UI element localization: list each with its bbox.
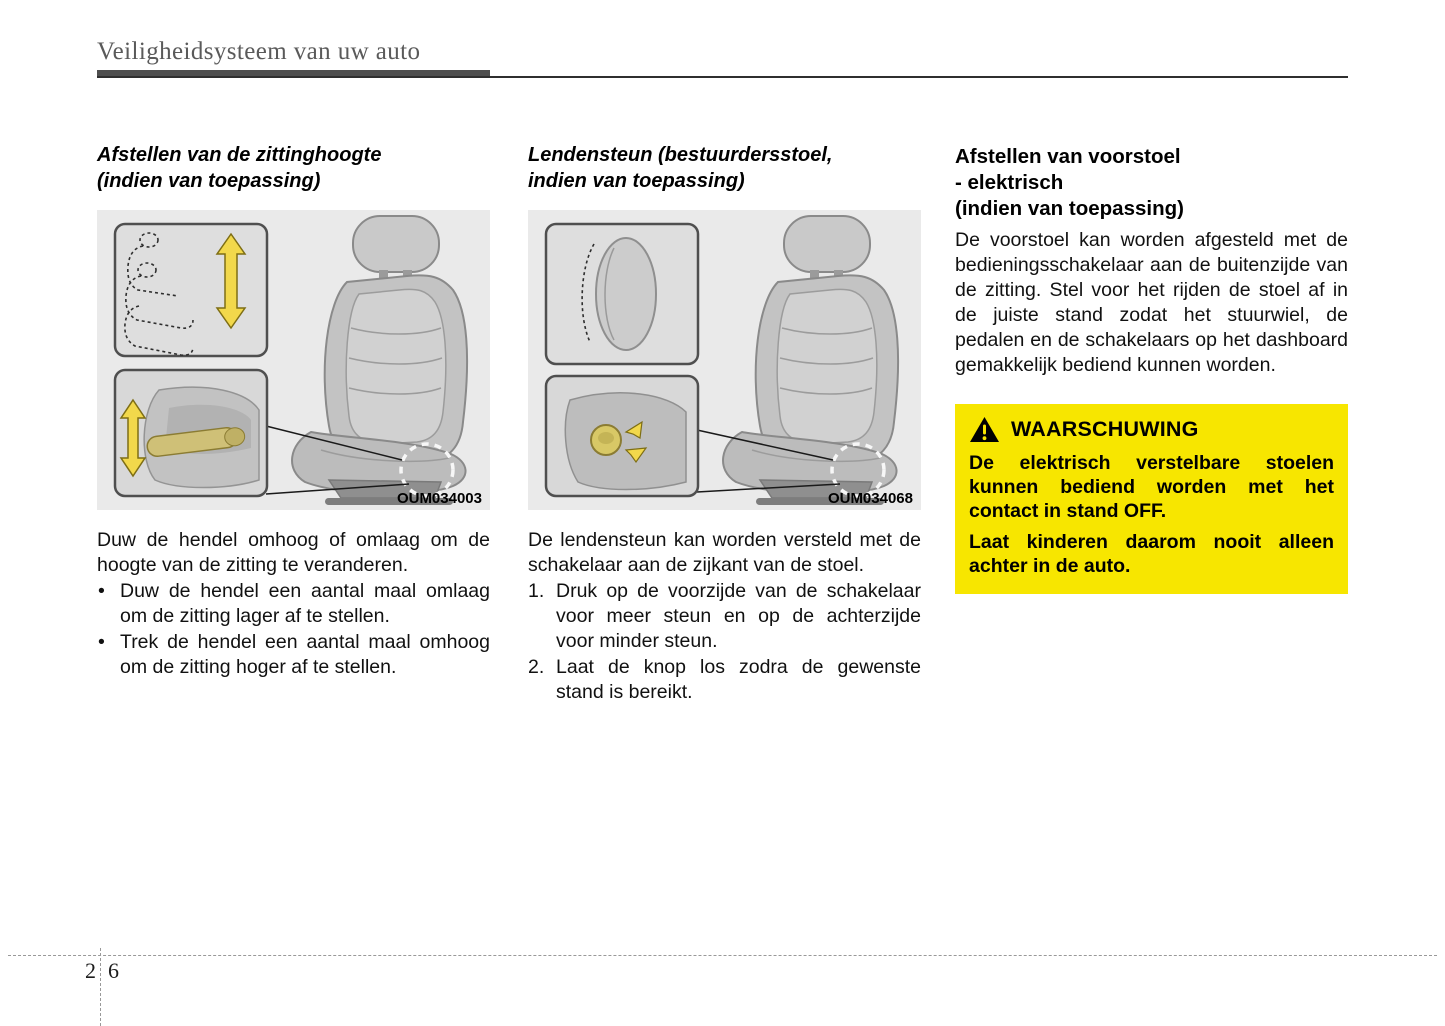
step-number: 2. xyxy=(528,656,545,678)
section-text-seat-height xyxy=(97,528,490,680)
lumbar-illustration xyxy=(528,210,921,510)
heading-line: Lendensteun (bestuurdersstoel, xyxy=(528,144,833,166)
bullet-marker: • xyxy=(98,580,105,602)
section-heading-lumbar xyxy=(528,142,928,194)
header-rule xyxy=(97,76,1348,78)
numbered-item xyxy=(528,655,921,705)
list-item xyxy=(97,579,490,629)
list-item-text: Duw de hendel een aantal maal omlaag om de zitting lager af te stellen. xyxy=(120,580,490,627)
bullet-marker: • xyxy=(98,631,105,653)
seat-height-illustration xyxy=(97,210,490,510)
page-chapter-number: 2 xyxy=(85,958,96,983)
list-item-text: Trek de hendel een aantal maal omhoog om de zitting hoger af te stellen. xyxy=(120,631,490,678)
step-text: Druk op de voorzijde van de schakelaar voor meer steun en op de achterzijde voor minder steun. xyxy=(556,580,921,652)
warning-text: Laat kinderen daarom nooit alleen achter in de auto. xyxy=(969,531,1334,577)
section-text-lumbar xyxy=(528,528,921,705)
footer-crop-mark xyxy=(100,948,101,1026)
paragraph: De voorstoel kan worden afgesteld met de bedieningsschakelaar aan de buitenzijde van de zitting. Stel voor het rijden de stoel af in de juiste stand zodat het stuurwiel, de pedalen en de schakelaars op het dashboard gemakkelijk bediend kunnen worden. xyxy=(955,229,1348,376)
warning-title: WAARSCHUWING xyxy=(1011,417,1199,441)
step-text: Laat de knop los zodra de gewenste stand is bereikt. xyxy=(556,656,921,703)
section-heading-electric-seat xyxy=(955,144,1348,222)
heading-line: Afstellen van voorstoel xyxy=(955,145,1181,168)
step-number: 1. xyxy=(528,580,545,602)
heading-line: - elektrisch xyxy=(955,171,1064,194)
warning-triangle-icon xyxy=(969,416,1000,443)
figure-code: OUM034003 xyxy=(396,490,482,507)
section-heading-seat-height xyxy=(97,142,497,194)
figure-code: OUM034068 xyxy=(827,490,913,507)
heading-line: (indien van toepassing) xyxy=(97,170,321,192)
figure-lumbar-illustration xyxy=(528,210,921,510)
heading-line: indien van toepassing) xyxy=(528,170,745,192)
list-item xyxy=(97,630,490,680)
page-header-title: Veiligheidsysteem van uw auto xyxy=(97,38,421,65)
paragraph: Duw de hendel omhoog of omlaag om de hoogte van de zitting te veranderen. xyxy=(97,529,490,576)
figure-seat-height-illustration xyxy=(97,210,490,510)
numbered-item xyxy=(528,579,921,654)
page-number: 6 xyxy=(108,958,119,983)
warning-text: De elektrisch verstelbare stoelen kunnen bediend worden met het contact in stand OFF. xyxy=(969,452,1334,522)
warning-box xyxy=(955,404,1348,594)
heading-line: Afstellen van de zittinghoogte xyxy=(97,144,382,166)
section-electric-seat xyxy=(955,144,1348,594)
paragraph: De lendensteun kan worden versteld met de schakelaar aan de zijkant van de stoel. xyxy=(528,529,921,576)
heading-line: (indien van toepassing) xyxy=(955,197,1184,220)
warning-header xyxy=(969,416,1334,443)
footer-dashed-rule xyxy=(8,955,1437,956)
